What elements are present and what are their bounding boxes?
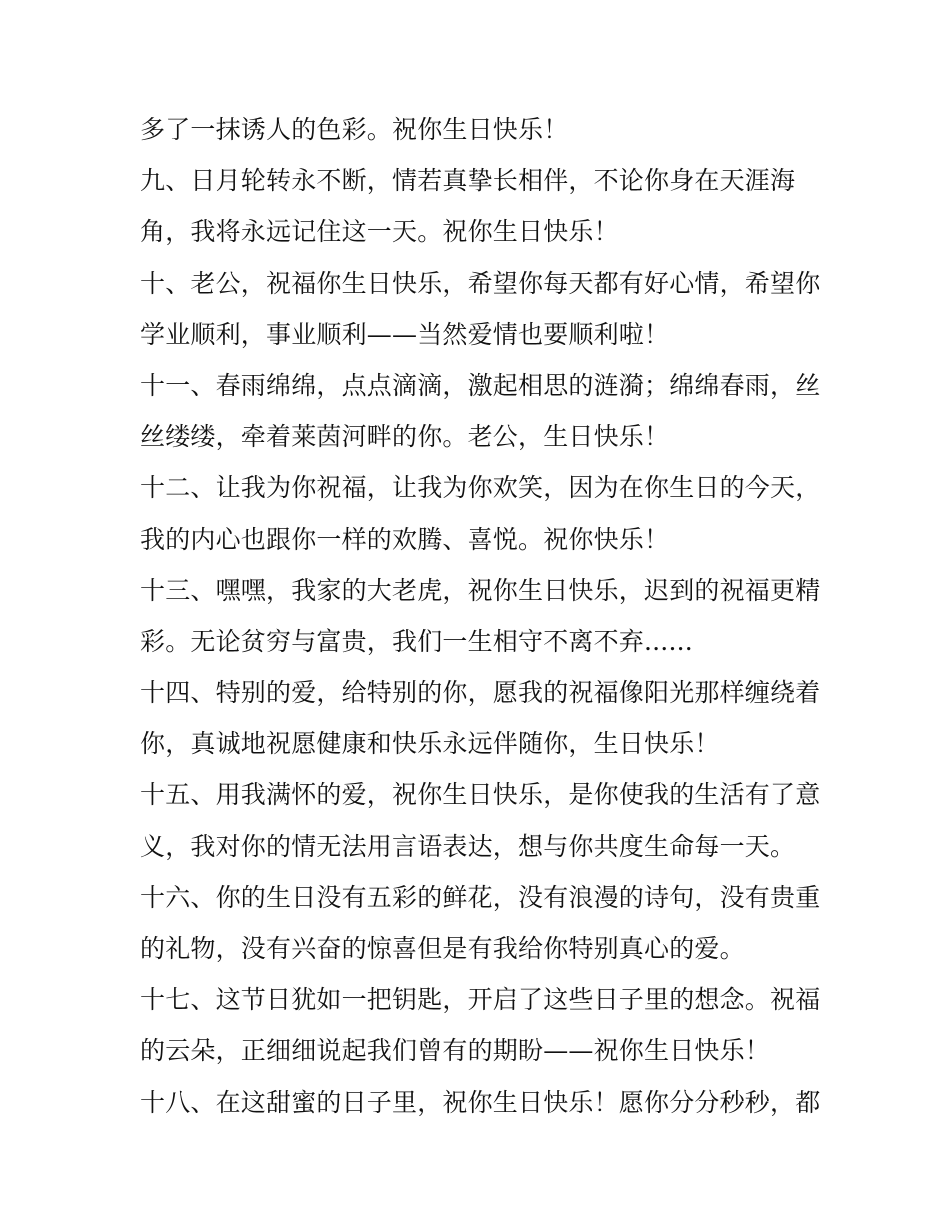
text-line: 十五、用我满怀的爱，祝你生日快乐，是你使我的生活有了意 — [140, 780, 821, 810]
text-line: 的礼物，没有兴奋的惊喜但是有我给你特别真心的爱。 — [140, 934, 745, 963]
document-body — [140, 104, 830, 1128]
text-line: 丝缕缕，牵着莱茵河畔的你。老公，生日快乐！ — [140, 422, 670, 452]
text-line: 十七、这节日犹如一把钥匙，开启了这些日子里的想念。祝福 — [140, 985, 821, 1015]
text-line: 十二、让我为你祝福，让我为你欢笑，因为在你生日的今天， — [140, 473, 821, 503]
text-line: 义，我对你的情无法用言语表达，想与你共度生命每一天。 — [140, 831, 796, 861]
text-line: 角，我将永远记住这一天。祝你生日快乐！ — [140, 217, 619, 247]
text-line: 十六、你的生日没有五彩的鲜花，没有浪漫的诗句，没有贵重 — [140, 882, 821, 912]
text-line: 我的内心也跟你一样的欢腾、喜悦。祝你快乐！ — [140, 524, 670, 554]
text-line: 十八、在这甜蜜的日子里，祝你生日快乐！愿你分分秒秒，都 — [140, 1087, 821, 1117]
text-line: 学业顺利，事业顺利——当然爱情也要顺利啦！ — [140, 319, 670, 349]
text-line: 多了一抹诱人的色彩。祝你生日快乐！ — [140, 115, 569, 144]
text-line: 九、日月轮转永不断，情若真挚长相伴，不论你身在天涯海 — [140, 166, 796, 196]
text-line: 你，真诚地祝愿健康和快乐永远伴随你，生日快乐！ — [140, 729, 720, 759]
text-line: 十一、春雨绵绵，点点滴滴，激起相思的涟漪；绵绵春雨，丝 — [140, 370, 821, 400]
text-line: 的云朵，正细细说起我们曾有的期盼——祝你生日快乐！ — [140, 1036, 771, 1066]
text-line: 彩。无论贫穷与富贵，我们一生相守不离不弃...... — [140, 626, 693, 656]
text-line: 十四、特别的爱，给特别的你，愿我的祝福像阳光那样缠绕着 — [140, 678, 821, 708]
text-line: 十、老公，祝福你生日快乐，希望你每天都有好心情，希望你 — [140, 268, 821, 298]
text-line: 十三、嘿嘿，我家的大老虎，祝你生日快乐，迟到的祝福更精 — [140, 575, 821, 605]
